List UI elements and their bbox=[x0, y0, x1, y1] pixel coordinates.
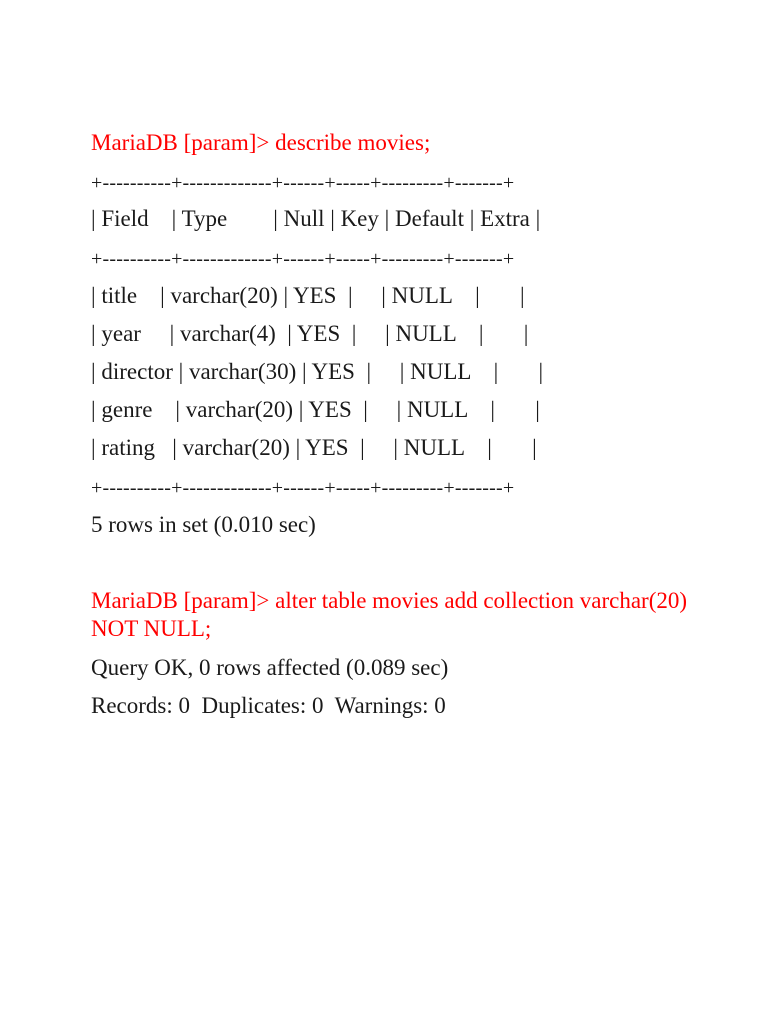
table-border-bottom: +----------+-------------+------+-----+---------+-------+ bbox=[91, 477, 515, 499]
table-row: | title | varchar(20) | YES | | NULL | | bbox=[91, 283, 525, 308]
rows-summary: 5 rows in set (0.010 sec) bbox=[91, 512, 316, 537]
table-border-mid: +----------+-------------+------+-----+---------+-------+ bbox=[91, 248, 515, 270]
describe-command: MariaDB [param]> describe movies; bbox=[91, 130, 431, 155]
records-summary: Records: 0 Duplicates: 0 Warnings: 0 bbox=[91, 693, 446, 718]
table-header-row: | Field | Type | Null | Key | Default | Extra | bbox=[91, 206, 541, 231]
table-row: | director | varchar(30) | YES | | NULL | | bbox=[91, 359, 544, 384]
table-border-top: +----------+-------------+------+-----+---------+-------+ bbox=[91, 172, 515, 194]
table-row: | year | varchar(4) | YES | | NULL | | bbox=[91, 321, 529, 346]
query-result: Query OK, 0 rows affected (0.089 sec) bbox=[91, 655, 449, 680]
table-row: | genre | varchar(20) | YES | | NULL | | bbox=[91, 397, 540, 422]
table-row: | rating | varchar(20) | YES | | NULL | | bbox=[91, 435, 537, 460]
alter-command: MariaDB [param]> alter table movies add collection varchar(20) NOT NULL; bbox=[91, 588, 688, 641]
